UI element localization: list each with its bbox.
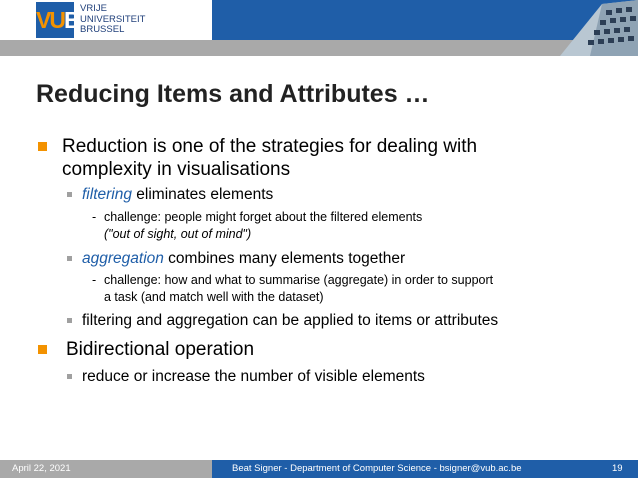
- sub-bullet-icon: [67, 192, 72, 197]
- bullet-orange-icon: [38, 142, 47, 151]
- university-name-line: UNIVERSITEIT: [80, 13, 146, 25]
- vub-logo-icon: VUB: [36, 2, 74, 38]
- sub-bullet-icon: [67, 374, 72, 379]
- slide-title: Reducing Items and Attributes …: [36, 80, 430, 108]
- university-name: [80, 4, 145, 36]
- sub-bullet-text: reduce or increase the number of visible elements: [82, 368, 425, 385]
- slide-header: [0, 0, 638, 56]
- slide-footer: [0, 460, 638, 478]
- sub-bullet-text: aggregation combines many elements together: [82, 250, 406, 267]
- sub-bullet-text: filtering eliminates elements: [82, 186, 274, 203]
- university-name-line: BRUSSEL: [80, 24, 125, 35]
- note-dash: -: [92, 273, 97, 287]
- sub-bullet-text: filtering and aggregation can be applied to items or attributes: [82, 312, 499, 329]
- university-name-line: VRIJE: [80, 3, 107, 14]
- term-filtering: filtering: [82, 186, 132, 203]
- page-number: 19: [612, 463, 623, 474]
- footer-date: April 22, 2021: [12, 463, 71, 474]
- sub-bullet-icon: [67, 256, 72, 261]
- building-photo-icon: [540, 0, 638, 56]
- note-text: challenge: how and what to summarise (aggregate) in order to support a task (and match well with the dataset): [104, 273, 494, 304]
- bullet-text: Bidirectional operation: [66, 339, 255, 360]
- term-aggregation: aggregation: [82, 250, 164, 267]
- note-text: challenge: people might forget about the filtered elements ("out of sight, out of mind"): [104, 210, 423, 241]
- note-dash: -: [92, 210, 97, 224]
- sub-bullet-icon: [67, 318, 72, 323]
- bullet-orange-icon: [38, 345, 47, 354]
- footer-author: Beat Signer - Department of Computer Science - bsigner@vub.ac.be: [232, 463, 522, 474]
- bullet-text: Reduction is one of the strategies for dealing with complexity in visualisations: [62, 136, 478, 180]
